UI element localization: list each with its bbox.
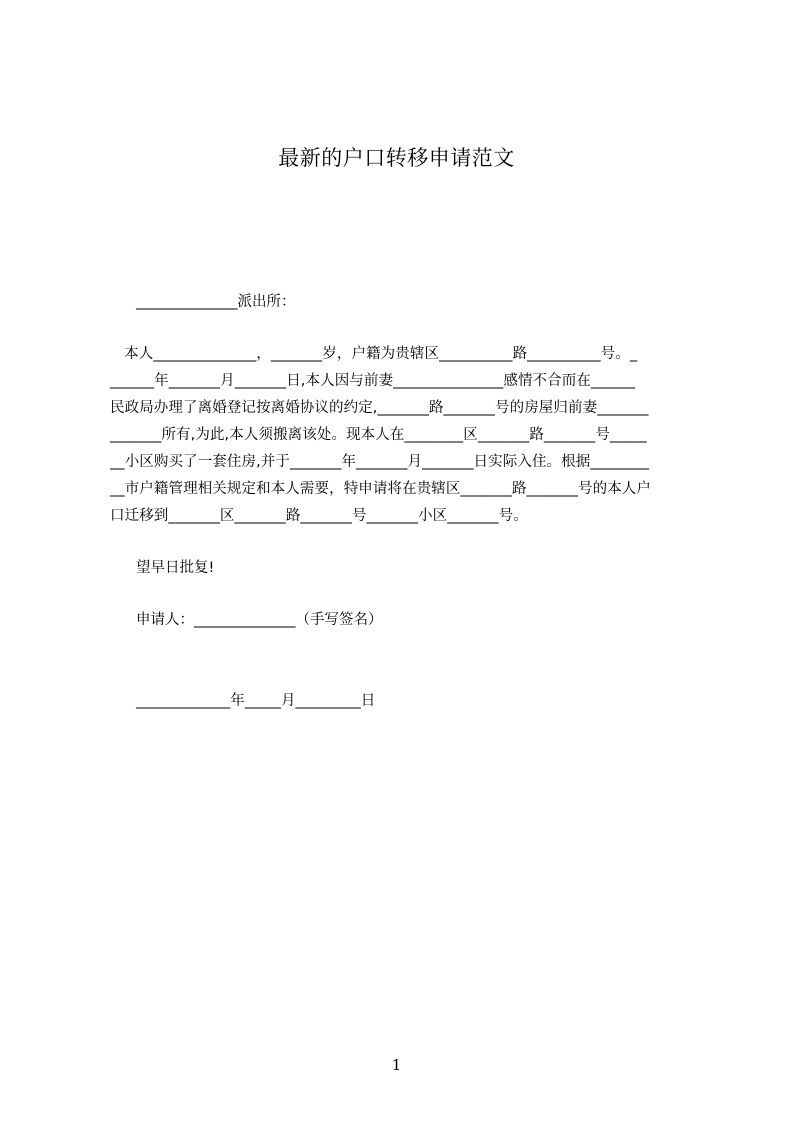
- page-number: 1: [391, 1056, 402, 1074]
- body-line-6: __市户籍管理相关规定和本人需要，特申请将在贵辖区_______路_______号的本人户: [110, 481, 651, 497]
- body-line-4: _______所有,为此,本人须搬离该处。现本人在________区_______路_______号_____: [110, 427, 647, 443]
- document-title: 最新的户口转移申请范文: [278, 146, 515, 170]
- body-line-5: __小区购买了一套住房,并于_______年_______月_______日实际入住。根据________: [110, 454, 650, 470]
- body-line-2: ______年_______月_______日,本人因与前妻_______________感情不合而在______: [110, 373, 636, 389]
- applicant-signature-line: 申请人：______________（手写签名）: [136, 612, 383, 628]
- body-line-7: 口迁移到_______区_______路_______号_______小区_______号。: [110, 508, 528, 524]
- closing-line: 望早日批复!: [136, 560, 215, 576]
- addressee-line: ______________派出所：: [136, 294, 296, 310]
- body-line-1: 本人______________，_______岁，户籍为贵辖区__________路__________号。_: [110, 346, 638, 362]
- body-line-3: 民政局办理了离婚登记按离婚协议的约定,_______路_______号的房屋归前妻_______: [110, 400, 649, 416]
- date-line: _____________年_____月_________日: [136, 693, 376, 709]
